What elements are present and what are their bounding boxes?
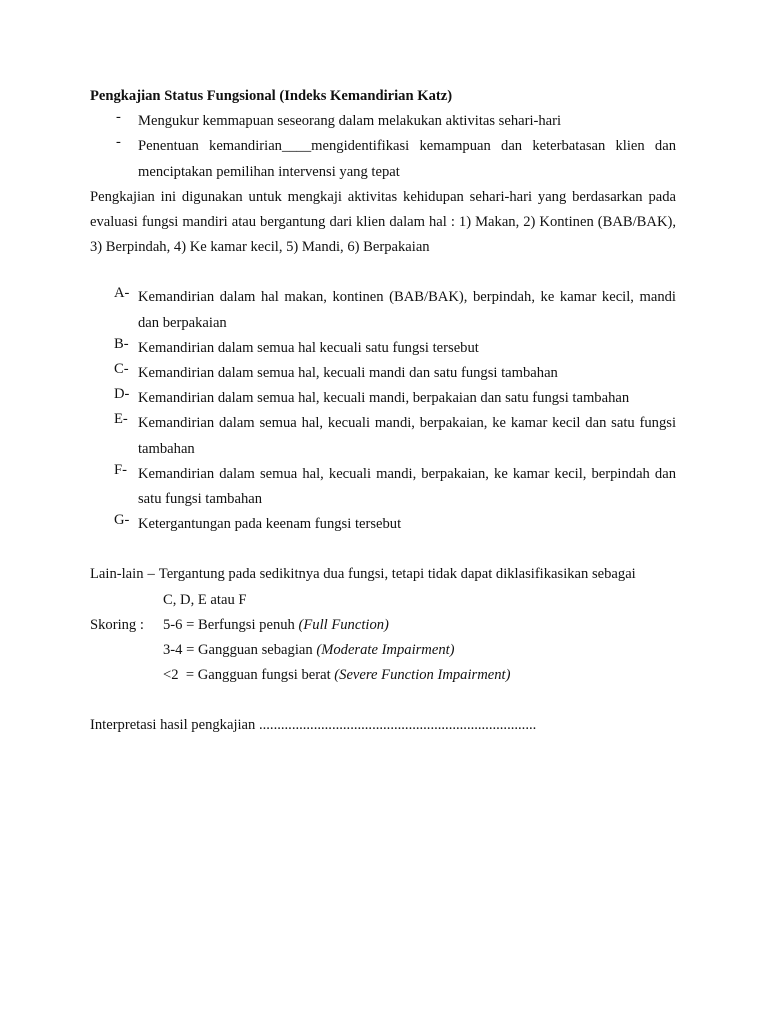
intro-paragraph: Pengkajian ini digunakan untuk mengkaji aktivitas kehidupan sehari-hari yang berdasarkan pada evaluasi fungsi mandiri atau bergantung dari klien dalam hal : 1) Makan, 2) Kontinen (BAB/BAK), 3) Berpindah, 4) Ke kamar kecil, 5) Mandi, 6) Berpakaian bbox=[90, 188, 676, 256]
skoring-english: (Moderate Impairment) bbox=[316, 642, 455, 659]
list-item bbox=[90, 361, 676, 386]
skoring-row bbox=[90, 638, 676, 663]
letter-marker: D- bbox=[114, 386, 130, 403]
letter-marker: A- bbox=[114, 285, 130, 302]
list-item bbox=[90, 109, 676, 134]
dash-marker: - bbox=[116, 109, 121, 126]
spacer bbox=[90, 537, 676, 562]
letter-marker: F- bbox=[114, 461, 127, 478]
skoring-english: (Severe Function Impairment) bbox=[334, 667, 511, 684]
skoring-score: 5-6 = Berfungsi penuh bbox=[163, 616, 295, 633]
list-item-text: Kemandirian dalam semua hal, kecuali mandi, berpakaian dan satu fungsi tambahan bbox=[138, 390, 630, 407]
skoring-item bbox=[163, 663, 510, 688]
list-item bbox=[90, 512, 676, 537]
skoring-label: Skoring : bbox=[90, 616, 144, 633]
letter-marker: C- bbox=[114, 361, 129, 378]
dash-marker: - bbox=[116, 134, 121, 151]
list-item-text: Mengukur kemmapuan seseorang dalam melakukan aktivitas sehari-hari bbox=[138, 113, 562, 130]
lain-lain-text: Tergantung pada sedikitnya dua fungsi, tetapi tidak dapat diklasifikasikan sebagai bbox=[158, 566, 636, 583]
document-page bbox=[90, 84, 676, 739]
skoring-item bbox=[163, 638, 455, 663]
list-item bbox=[90, 386, 676, 411]
skoring-english: (Full Function) bbox=[298, 616, 389, 633]
skoring-score: <2 = Gangguan fungsi berat bbox=[163, 667, 331, 684]
letter-marker: B- bbox=[114, 335, 129, 352]
list-item-text: Ketergantungan pada keenam fungsi tersebut bbox=[138, 516, 402, 533]
list-item bbox=[90, 336, 676, 361]
list-item bbox=[90, 462, 676, 512]
lain-lain-label: Lain-lain bbox=[90, 566, 144, 583]
interpretation-line: Interpretasi hasil pengkajian ............................................................................ bbox=[90, 717, 537, 734]
list-item bbox=[90, 411, 676, 461]
skoring-indent bbox=[90, 638, 163, 663]
spacer bbox=[90, 260, 676, 285]
letter-marker: E- bbox=[114, 411, 128, 428]
list-item-text: Kemandirian dalam semua hal, kecuali mandi, berpakaian, ke kamar kecil, berpindah dan satu fungsi tambahan bbox=[138, 465, 676, 508]
spacer bbox=[90, 688, 676, 713]
list-item-text: Kemandirian dalam hal makan, kontinen (BAB/BAK), berpindah, ke kamar kecil, mandi dan berpakaian bbox=[138, 289, 676, 331]
list-item-text: Kemandirian dalam semua hal, kecuali mandi dan satu fungsi tambahan bbox=[138, 365, 558, 382]
list-item bbox=[90, 285, 676, 335]
list-item-text: Kemandirian dalam semua hal, kecuali mandi, berpakaian, ke kamar kecil dan satu fungsi tambahan bbox=[138, 415, 676, 457]
list-item-text: Kemandirian dalam semua hal kecuali satu fungsi tersebut bbox=[138, 339, 479, 356]
skoring-row bbox=[90, 663, 676, 688]
letter-marker: G- bbox=[114, 512, 130, 529]
lain-lain-row bbox=[90, 562, 676, 587]
skoring-score: 3-4 = Gangguan sebagian bbox=[163, 642, 313, 659]
list-item bbox=[90, 134, 676, 184]
skoring-indent bbox=[90, 663, 163, 688]
skoring-item bbox=[163, 613, 389, 638]
skoring-row bbox=[90, 613, 676, 638]
list-item-text: Penentuan kemandirian____mengidentifikasi kemampuan dan keterbatasan klien dan menciptakan pemilihan intervensi yang tepat bbox=[138, 138, 676, 180]
lain-lain-continuation: C, D, E atau F bbox=[163, 591, 247, 608]
document-title: Pengkajian Status Fungsional (Indeks Kemandirian Katz) bbox=[90, 88, 453, 104]
lain-lain-dash: – bbox=[147, 566, 155, 583]
